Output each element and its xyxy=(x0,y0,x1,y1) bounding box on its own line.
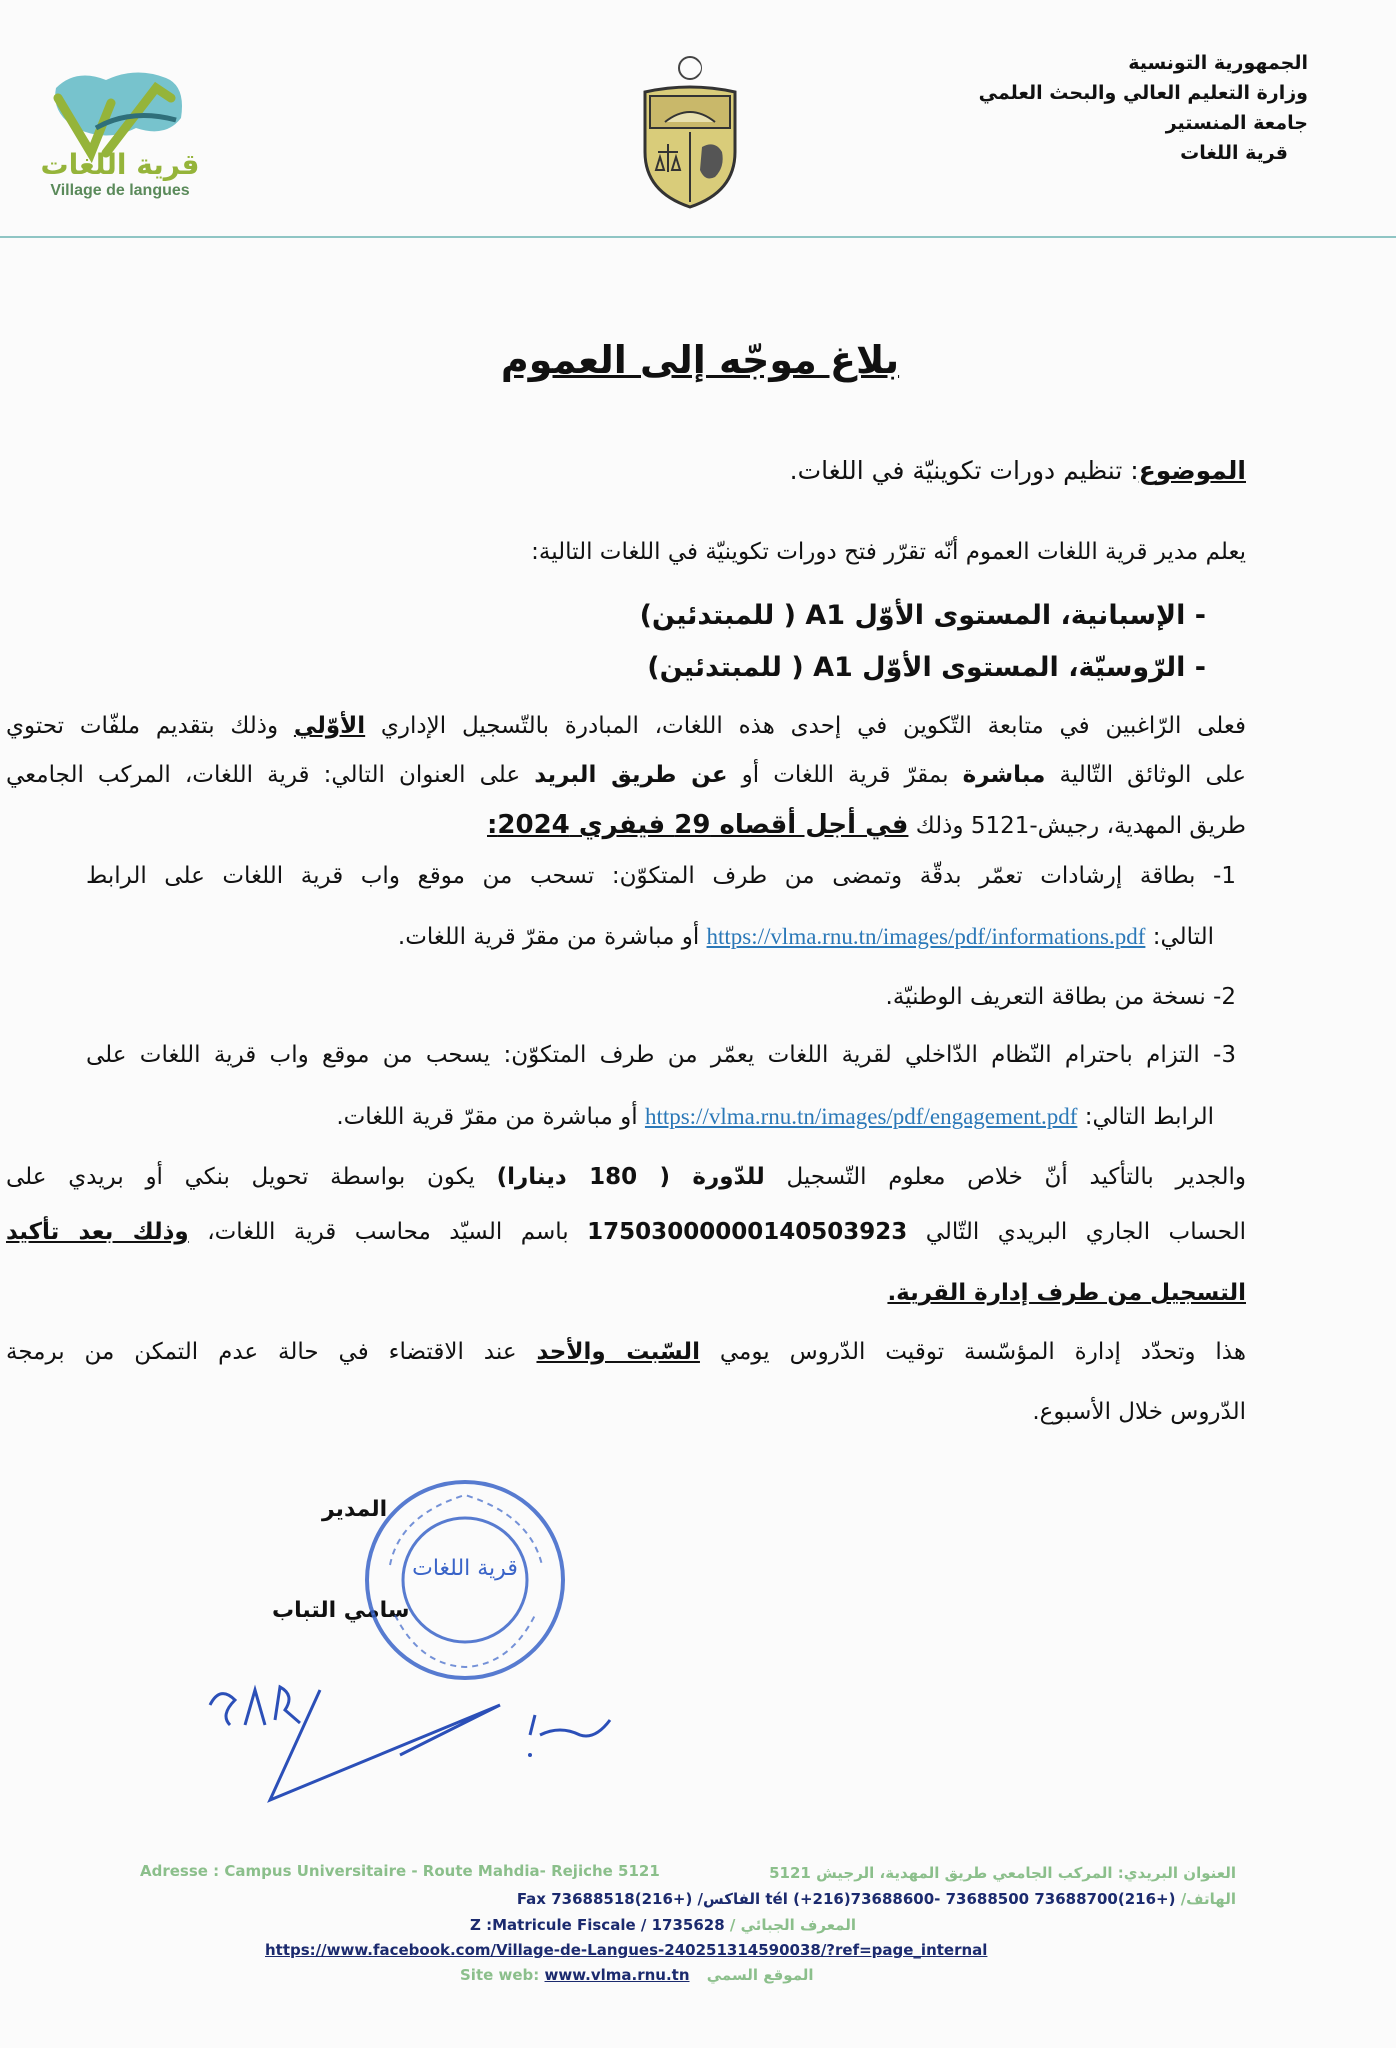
tunisia-coat-of-arms-icon xyxy=(630,52,750,212)
language-item-spanish: - الإسبانية، المستوى الأوّل A1 ( للمبتدئين) xyxy=(639,600,1206,631)
header-university: جامعة المنستير xyxy=(1165,112,1308,134)
footer-address-fr: Adresse : Campus Universitaire - Route Mahdia- Rejiche 5121 xyxy=(140,1862,660,1880)
signatory-name: سامي التباب xyxy=(272,1598,410,1623)
intro-text: يعلم مدير قرية اللغات العموم أنّه تقرّر فتح دورات تكوينيّة في اللغات التالية: xyxy=(531,539,1246,565)
footer-fiscal: المعرف الجبائي / 1735628 / Z :Matricule Fiscale xyxy=(470,1916,856,1934)
footer-address-ar: العنوان البريدي: المركب الجامعي طريق المهدية، الرجيش 5121 xyxy=(769,1864,1236,1882)
paragraph-2-line-2: الحساب الجاري البريدي التّالي 17503000000140503923 باسم السيّد محاسب قرية اللغات، وذلك بعد تأكيد xyxy=(6,1219,1246,1245)
subject-label: الموضوع xyxy=(1138,456,1246,485)
header-divider xyxy=(0,236,1396,238)
footer-facebook-link[interactable]: https://www.facebook.com/Village-de-Langues-240251314590038/?ref=page_internal xyxy=(265,1941,988,1959)
engagement-pdf-link[interactable]: https://vlma.rnu.tn/images/pdf/engagement.pdf xyxy=(644,1104,1078,1129)
footer-website: Site web: www.vlma.rnu.tn الموقع السمي xyxy=(460,1966,814,1984)
header-country: الجمهورية التونسية xyxy=(1128,52,1308,74)
postal-account-number: 17503000000140503923 xyxy=(587,1219,908,1245)
stamp-text: قرية اللغات xyxy=(412,1556,518,1581)
list-item-2: 2- نسخة من بطاقة التعريف الوطنيّة. xyxy=(885,984,1236,1010)
list-item-3-line-2: الرابط التالي: https://vlma.rnu.tn/images/pdf/engagement.pdf أو مباشرة من مقرّ قرية اللغات. xyxy=(336,1104,1214,1130)
language-item-russian: - الرّوسيّة، المستوى الأوّل A1 ( للمبتدئين) xyxy=(647,652,1206,683)
official-stamp-icon xyxy=(360,1475,570,1685)
footer-phone: الهاتف/ (+216)73688700 tél (+216)73688600- 73688500 الفاكس/ (+216)73688518 Fax xyxy=(516,1890,1236,1908)
header-institution xyxy=(888,48,1308,168)
paragraph-1-line-3: طريق المهدية، رجيش-5121 وذلك في أجل أقصاه 29 فيفري 2024: xyxy=(487,810,1246,840)
list-item-3-line-1: 3- التزام باحترام النّظام الدّاخلي لقرية اللغات يعمّر من طرف المتكوّن: يسحب من موقع واب قرية اللغات على xyxy=(86,1042,1236,1068)
paragraph-2-line-1: والجدير بالتأكيد أنّ خلاص معلوم التّسجيل للدّورة ( 180 دينارا) يكون بواسطة تحويل بنكي أو بريدي على xyxy=(6,1164,1247,1190)
paragraph-1-line-1: فعلى الرّاغبين في متابعة التّكوين في إحدى هذه اللغات، المبادرة بالتّسجيل الإداري الأوّلي وذلك بتقديم ملفّات تحتوي xyxy=(6,713,1247,739)
list-item-1-line-1: 1- بطاقة إرشادات تعمّر بدقّة وتمضى من طرف المتكوّن: تسحب من موقع واب قرية اللغات على الرابط xyxy=(86,863,1236,889)
paragraph-2-line-3: التسجيل من طرف إدارة القرية. xyxy=(887,1280,1246,1306)
paragraph-1-line-2: على الوثائق التّالية مباشرة بمقرّ قرية اللغات أو عن طريق البريد على العنوان التالي: قرية اللغات، المركب الجامعي xyxy=(6,762,1246,788)
website-link[interactable]: www.vlma.rnu.tn xyxy=(544,1966,690,1984)
header-village: قرية اللغات xyxy=(1180,142,1288,164)
logo-french-name: Village de langues xyxy=(50,182,190,199)
list-item-1-line-2: التالي: https://vlma.rnu.tn/images/pdf/informations.pdf أو مباشرة من مقرّ قرية اللغات. xyxy=(397,924,1214,950)
subject-line xyxy=(790,456,1246,486)
informations-pdf-link[interactable]: https://vlma.rnu.tn/images/pdf/informations.pdf xyxy=(706,924,1146,949)
header-ministry: وزارة التعليم العالي والبحث العلمي xyxy=(978,82,1308,104)
signatory-title: المدير xyxy=(322,1497,388,1522)
document-title: بلاغ موجّه إلى العموم xyxy=(500,338,900,382)
paragraph-3-line-2: الدّروس خلال الأسبوع. xyxy=(1032,1399,1246,1425)
paragraph-3-line-1: هذا وتحدّد إدارة المؤسّسة توقيت الدّروس يومي السّبت والأحد عند الاقتضاء في حالة عدم التمكن من برمجة xyxy=(6,1339,1246,1365)
handwritten-signature-icon xyxy=(200,1665,660,1805)
logo-arabic-name: قرية اللغات xyxy=(40,148,200,181)
subject-text: : تنظيم دورات تكوينيّة في اللغات. xyxy=(789,456,1139,485)
